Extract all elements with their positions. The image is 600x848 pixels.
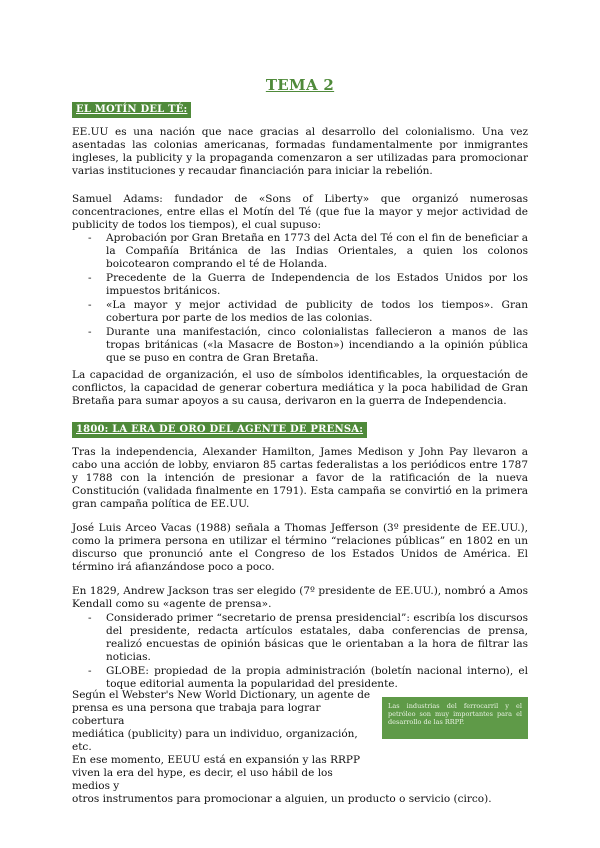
text-line: viven la era del hype, es decir, el uso hábil de los medios y [72,767,333,792]
text-line: mediática (publicity) para un individuo, organización, etc. [72,728,358,753]
text-line: otros instrumentos para promocionar a alguien, un producto o servicio (circo). [72,793,492,805]
bullet-list [88,232,528,366]
paragraph: José Luis Arceo Vacas (1988) señala a Thomas Jefferson (3º presidente de EE.UU.), como la primera persona en utilizar el término “relaciones públicas” en 1802 en un discurso que pronunció ante el Congreso de los Estados Unidos de América. El término irá afianzándose poco a poco. [72,522,528,573]
paragraph: Samuel Adams: fundador de «Sons of Liberty» que organizó numerosas concentraciones, entre ellas el Motín del Té (que fue la mayor y mejor actividad de publicity de todos los tiempos), el cual supuso: [72,193,528,231]
list-item: - Precedente de la Guerra de Independencia de los Estados Unidos por los impuestos británicos. [88,272,528,298]
sidebar-note: Las industrias del ferrocarril y el petróleo son muy importantes para el desarrollo de las RRPP. [382,697,528,739]
paragraph: La capacidad de organización, el uso de símbolos identificables, la orquestación de conflictos, la capacidad de generar cobertura mediática y la poca habilidad de Gran Bretaña para sumar apoyos a su causa, derivaron en la guerra de Independencia. [72,369,528,407]
text-line: En ese momento, EEUU está en expansión y las RRPP [72,754,361,766]
list-item: - Considerado primer “secretario de prensa presidencial”: escribía los discursos del presidente, redacta artículos estatales, daba conferencias de prensa, realizó encuestas de opinión básicas que le orientaban a la hora de filtrar las noticias. [88,612,528,664]
paragraph: EE.UU es una nación que nace gracias al desarrollo del colonialismo. Una vez asentadas las colonias americanas, formadas fundamentalmente por inmigrantes ingleses, la publicity y la propaganda comenzaron a ser utilizadas para promocionar varias instituciones y recaudar financiación para iniciar la rebelión. [72,126,528,177]
paragraph: En 1829, Andrew Jackson tras ser elegido (7º presidente de EE.UU.), nombró a Amos Kendall como su «agente de prensa». [72,585,528,610]
list-item: - Durante una manifestación, cinco colonialistas fallecieron a manos de las tropas británicas («la Masacre de Boston») incendiando a la opinión pública que se puso en contra de Gran Bretaña. [88,326,528,365]
list-item: - GLOBE: propiedad de la propia administración (boletín nacional interno), el toque editorial aumenta la popularidad del presidente. [88,665,528,691]
list-item: - «La mayor y mejor actividad de publicity de todos los tiempos». Gran cobertura por parte de los medios de las colonias. [88,299,528,325]
section-heading-era-de-oro: 1800: LA ERA DE ORO DEL AGENTE DE PRENSA: [72,422,367,438]
paragraph: Tras la independencia, Alexander Hamilton, James Medison y John Pay llevaron a cabo una acción de lobby, enviaron 85 cartas federalistas a los periódicos entre 1787 y 1788 con la intención de presionar a favor de la ratificación de la nueva Constitución (validada finalmente en 1791). Esta campaña se convirtió en la primera gran campaña política de EE.UU. [72,446,528,510]
page-title: TEMA 2 [265,76,335,94]
section-heading-motin: EL MOTÍN DEL TÉ: [72,102,191,118]
text-line: prensa es una persona que trabaja para lograr cobertura [72,702,321,727]
text-line: Según el Webster's New World Dictionary, un agente de [72,689,371,701]
list-item: - Aprobación por Gran Bretaña en 1773 del Acta del Té con el fin de beneficiar a la Compañía Británica de las Indias Orientales, a quien los colonos boicotearon comprando el té de Holanda. [88,232,528,271]
bullet-list [88,612,528,692]
